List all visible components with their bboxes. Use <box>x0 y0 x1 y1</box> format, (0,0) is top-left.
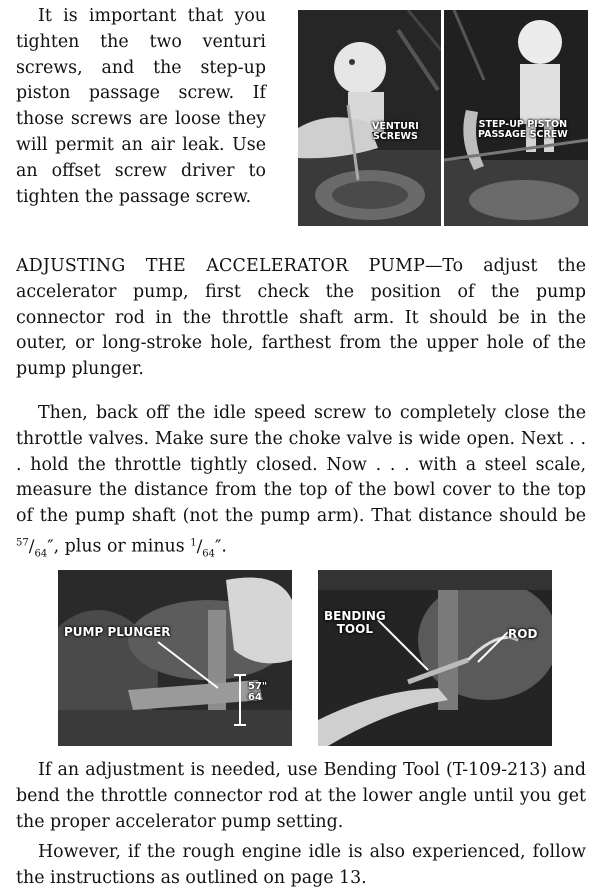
accelerator-pump-paragraph-1: ADJUSTING THE ACCELERATOR PUMP—To adjust the accelerator pump, first check the position of the pump connector rod in the throttle shaft arm. It should be in the outer, or long-stroke hole, farthest from the upper hole of the pump plunger. <box>16 256 586 380</box>
step-up-piston-label: STEP-UP PISTON PASSAGE SCREW <box>478 119 568 140</box>
accelerator-pump-paragraph-2: Then, back off the idle speed screw to completely close the throttle valves. Make sure the choke valve is wide open. Next . . . hold the throttle tightly closed. Now . . . with a steel scale, measure the distance from the top of the bowl cover to the top of the pump shaft (not the pump arm). That distance should be $^{57}/_{64}''$, plus or minus $^1/_{64}''$. <box>16 403 586 560</box>
pump-plunger-photo <box>58 570 292 746</box>
step-up-photo-illustration <box>444 10 588 226</box>
bending-tool-photo <box>318 570 552 746</box>
venturi-screws-label: VENTURI SCREWS <box>372 121 419 142</box>
step-up-piston-photo <box>444 10 588 226</box>
closing-paragraph-1: If an adjustment is needed, use Bending Tool (T-109-213) and bend the throttle connector rod at the lower angle until you get the proper accelerator pump setting. <box>16 760 586 832</box>
pump-plunger-label: PUMP PLUNGER <box>64 625 171 639</box>
intro-paragraph: It is important that you tighten the two venturi screws, and the step-up piston passage screw. If those screws are loose they will permit an air leak. Use an offset screw driver to tighten the passage screw. <box>16 6 266 207</box>
pump-measurement-label: 57" 64 <box>248 681 268 703</box>
venturi-photo-illustration <box>298 10 441 226</box>
venturi-screws-photo <box>298 10 441 226</box>
closing-paragraph-2: However, if the rough engine idle is also experienced, follow the instructions as outlined on page 13. <box>16 842 586 888</box>
bending-tool-label: BENDING TOOL <box>324 609 386 636</box>
fraction-1-64: $^1/_{64}''$ <box>190 536 222 560</box>
fraction-57-64: $^{57}/_{64}''$ <box>16 536 54 560</box>
bending-tool-illustration <box>318 570 552 746</box>
section-heading: ADJUSTING THE ACCELERATOR PUMP <box>16 256 425 276</box>
rod-label: ROD <box>508 627 538 641</box>
pump-plunger-illustration <box>58 570 292 746</box>
